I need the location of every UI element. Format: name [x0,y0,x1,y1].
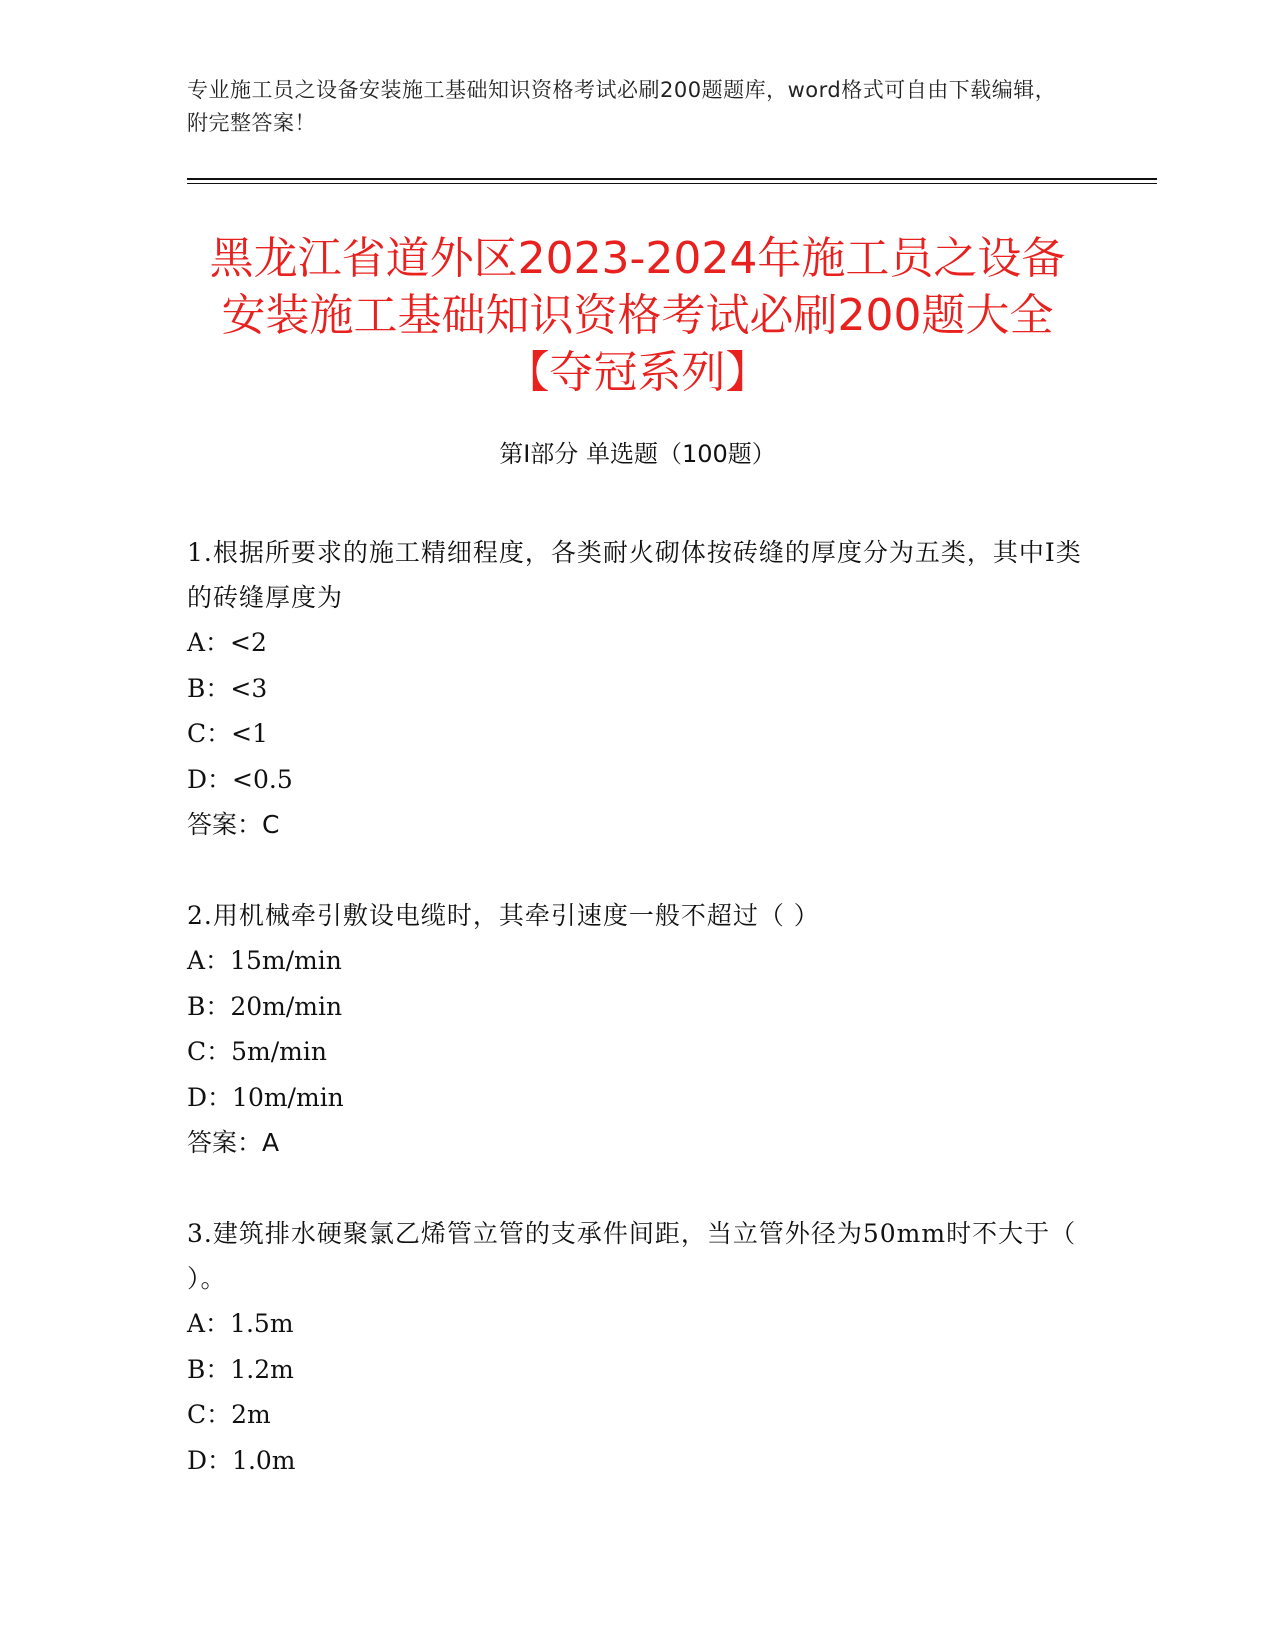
question-item [187,530,1087,847]
question-answer: 答案：A [187,1128,280,1157]
question-option-b: B：1.2m [187,1354,294,1384]
question-option-a: A：15m/min [187,946,342,975]
question-option-b: B：20m/min [187,991,343,1021]
question-list [187,530,1087,1529]
header-divider-thin [187,183,1157,184]
question-answer: 答案：C [187,810,280,839]
question-item [187,893,1087,1165]
document-title-line-3: 【夺冠系列】 [505,347,770,398]
question-option-a: A：<2 [187,628,267,657]
question-option-c: C：5m/min [187,1037,327,1066]
question-option-d: D：<0.5 [187,764,293,794]
document-title-line-2: 安装施工基础知识资格考试必刷200题大全 [221,290,1054,341]
section-heading: 第I部分 单选题（100题） [499,440,776,468]
document-title-line-1: 黑龙江省道外区2023-2024年施工员之设备 [209,233,1066,284]
question-option-a: A：1.5m [187,1309,294,1338]
question-option-b: B：<3 [187,673,268,703]
question-option-c: C：<1 [187,719,268,748]
question-stem: 3.建筑排水硬聚氯乙烯管立管的支承件间距，当立管外径为50mm时不大于（ ）。 [187,1219,1077,1293]
question-stem: 1.根据所要求的施工精细程度，各类耐火砌体按砖缝的厚度分为五类，其中Ⅰ类的砖缝厚度为 [187,538,1082,612]
question-option-d: D：1.0m [187,1445,296,1475]
document-title [150,230,1125,401]
question-item [187,1211,1087,1483]
document-header-note: 专业施工员之设备安装施工基础知识资格考试必刷200题题库，word格式可自由下载编辑，附完整答案！ [187,78,1057,135]
header-divider-thick [187,178,1157,180]
question-option-c: C：2m [187,1400,271,1429]
question-stem: 2.用机械牵引敷设电缆时，其牵引速度一般不超过（ ） [187,901,820,930]
question-option-d: D：10m/min [187,1082,344,1112]
